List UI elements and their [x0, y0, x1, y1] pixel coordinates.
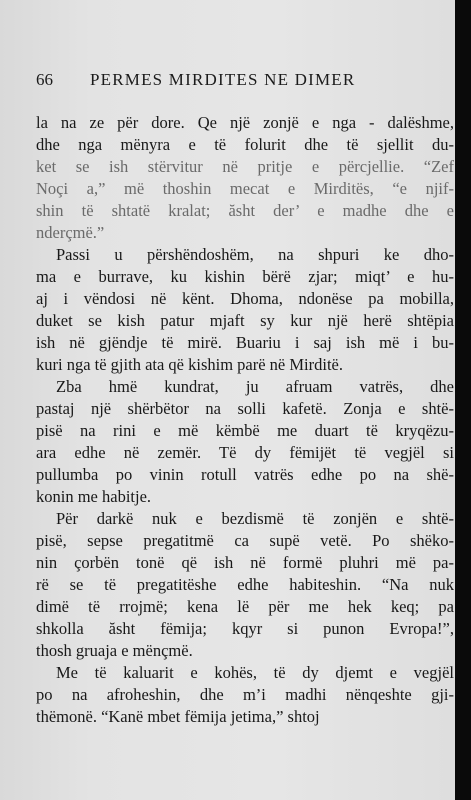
paragraph	[36, 112, 454, 244]
paragraph	[36, 662, 454, 728]
text-line: pastaj një shërbëtor na solli kafetë. Zonja e shtë-	[36, 399, 454, 418]
text-line: thëmonë. “Kanë mbet fëmija jetima,” shtoj	[36, 707, 320, 726]
text-line: dhe nga mënyra e të folurit dhe të sjellit du-	[36, 135, 454, 154]
text-line: pullumba po vinin rotull vatrës edhe po na shë-	[36, 465, 454, 484]
text-line: dimë të rrojmë; kena lë për me hek keq; pa	[36, 597, 454, 616]
text-line: ma e burrave, ku kishin bërë zjar; miqt’ e hu-	[36, 267, 454, 286]
text-line: ara edhe në zemër. Të dy fëmijët të vegjël si	[36, 443, 454, 462]
text-line: la na ze për dore. Qe një zonjë e nga - dalëshme,	[36, 113, 454, 132]
text-line: thosh gruaja e mënçmë.	[36, 641, 193, 660]
running-head: PERMES MIRDITES NE DIMER	[90, 70, 356, 89]
text-line: nderçmë.”	[36, 223, 105, 242]
text-line: kuri nga të gjith ata që kishim parë në Mirditë.	[36, 355, 343, 374]
text-line: pisë na rini e më këmbë me duart të kryqëzu-	[36, 421, 454, 440]
text-line: Zba hmë kundrat, ju afruam vatrës, dhe	[56, 377, 454, 396]
page-edge-shadow	[455, 0, 471, 800]
body-text	[36, 112, 454, 728]
text-line: Passi u përshëndoshëm, na shpuri ke dho-	[56, 245, 454, 264]
paragraph	[36, 508, 454, 662]
text-line: nin çorbën tonë që ish në formë pluhri më pa-	[36, 553, 454, 572]
text-line: pisë, sepse pregatitmë ca supë vetë. Po shëko-	[36, 531, 454, 550]
text-line: ish në gjëndje të mirë. Buariu i saj ish më i bu-	[36, 333, 454, 352]
paragraph	[36, 244, 454, 376]
text-line: aj i vëndosi në kënt. Dhoma, ndonëse pa mobilla,	[36, 289, 454, 308]
page-header	[36, 70, 446, 94]
page-number: 66	[36, 70, 53, 89]
paragraph	[36, 376, 454, 508]
text-line: po na afroheshin, dhe m’i madhi nënqeshte gji-	[36, 685, 454, 704]
text-line: Për darkë nuk e bezdismë të zonjën e shtë-	[56, 509, 454, 528]
text-line: Noçi a,” më thoshin mecat e Mirditës, “e njif-	[36, 179, 454, 198]
text-line: konin me habitje.	[36, 487, 152, 506]
text-line: shin të shtatë kralat; ăsht der’ e madhe dhe e	[36, 201, 454, 220]
text-line: Me të kaluarit e kohës, të dy djemt e vegjël	[56, 663, 454, 682]
text-line: ket se ish stërvitur në pritje e përcjellie. “Zef	[36, 157, 454, 176]
text-line: shkolla ăsht fëmija; kqyr si punon Evropa!”,	[36, 619, 454, 638]
text-line: rë se të pregatitëshe edhe habiteshin. “Na nuk	[36, 575, 454, 594]
text-line: duket se kish patur mjaft sy kur një herë shtëpia	[36, 311, 454, 330]
